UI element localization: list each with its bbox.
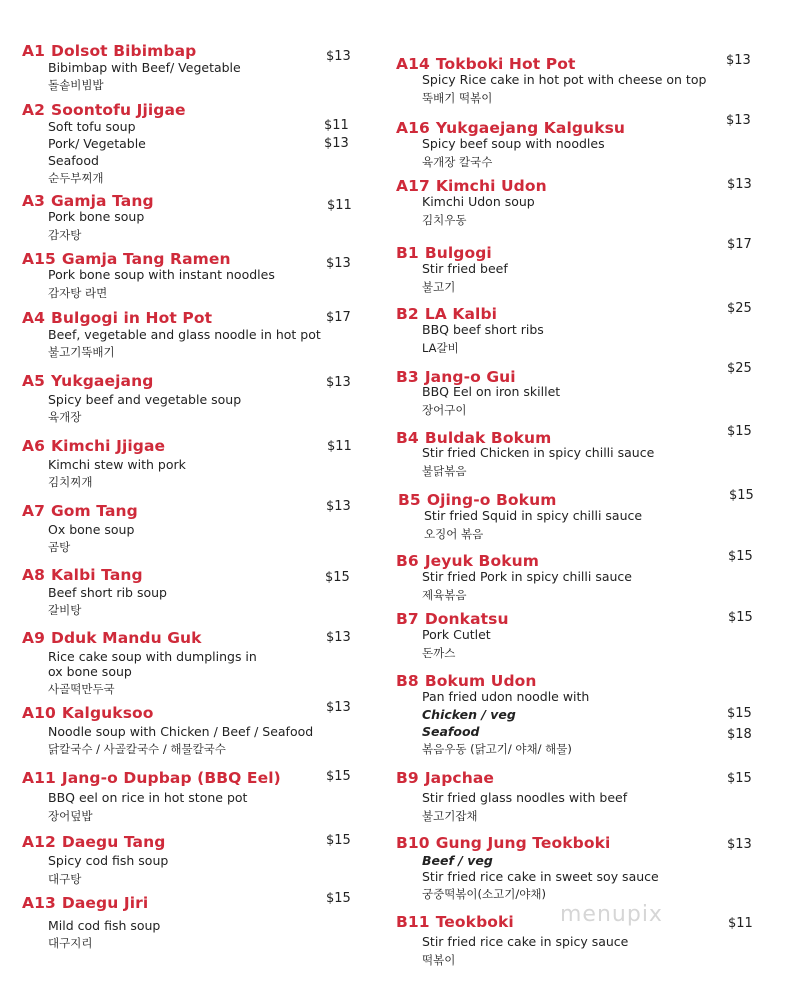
item-name: Japchae	[424, 769, 495, 787]
item-korean-name: 불고기	[422, 280, 456, 294]
item-name: Kalguksoo	[61, 704, 154, 722]
item-price: $13	[726, 53, 751, 68]
item-price: $13	[727, 177, 752, 192]
item-price: $15	[727, 706, 752, 721]
item-description: Stir fried rice cake in sweet soy sauce	[422, 869, 659, 884]
item-korean-name: 돌솥비빔밥	[48, 78, 104, 92]
item-korean-name: 순두부찌개	[48, 171, 104, 185]
item-korean-name: 김치찌개	[48, 475, 93, 489]
item-description: Mild cod fish soup	[48, 918, 161, 933]
item-name: Dolsot Bibimbap	[50, 42, 197, 60]
item-name: Dduk Mandu Guk	[50, 629, 202, 647]
item-code: A7	[22, 502, 45, 520]
item-korean-name: 육개장	[48, 410, 82, 424]
item-description: Beef / veg	[422, 853, 493, 868]
item-price: $15	[728, 549, 753, 564]
menu-item-title	[396, 552, 539, 570]
item-name: Soontofu Jjigae	[50, 101, 186, 119]
item-name: Buldak Bokum	[424, 429, 552, 447]
item-description: BBQ Eel on iron skillet	[422, 384, 561, 399]
item-code: A5	[22, 372, 45, 390]
item-korean-name: 곰탕	[48, 540, 71, 554]
menu-item-title	[22, 192, 154, 210]
item-korean-name: 감자탕 라면	[48, 286, 108, 300]
item-name: Donkatsu	[424, 610, 509, 628]
item-name: Daegu Tang	[61, 833, 166, 851]
item-name: Ojing-o Bokum	[426, 491, 557, 509]
menu-item-title	[396, 913, 514, 931]
item-name: LA Kalbi	[424, 305, 498, 323]
item-description: Pork/ Vegetable	[48, 136, 146, 151]
item-name: Bokum Udon	[424, 672, 537, 690]
item-name: Kimchi Jjigae	[50, 437, 166, 455]
item-name: Jang-o Dupbap (BBQ Eel)	[61, 769, 281, 787]
item-price: $15	[326, 891, 351, 906]
item-name: Yukgaejang	[50, 372, 154, 390]
item-description: Seafood	[422, 724, 480, 739]
menu-item-title	[22, 250, 231, 268]
item-korean-name: 대구탕	[48, 872, 82, 886]
item-name: Bulgogi	[424, 244, 492, 262]
item-korean-name: 뚝배기 떡볶이	[422, 91, 493, 105]
item-price: $13	[726, 113, 751, 128]
item-description: Stir fried rice cake in spicy sauce	[422, 934, 629, 949]
item-description: Beef, vegetable and glass noodle in hot pot	[48, 327, 321, 342]
menu-item-title	[396, 610, 509, 628]
item-description: Spicy Rice cake in hot pot with cheese on top	[422, 72, 707, 87]
item-price: $13	[326, 49, 351, 64]
item-korean-name: 궁중떡볶이(소고기/야채)	[422, 887, 546, 901]
item-code: B5	[398, 491, 421, 509]
menu-item-title	[396, 834, 610, 852]
menu-item-title	[22, 309, 212, 327]
item-code: A6	[22, 437, 45, 455]
item-name: Gung Jung Teokboki	[435, 834, 611, 852]
item-code: A9	[22, 629, 45, 647]
item-code: B11	[396, 913, 430, 931]
item-korean-name: 김치우동	[422, 213, 467, 227]
item-description: Stir fried Chicken in spicy chilli sauce	[422, 445, 655, 460]
item-description: BBQ eel on rice in hot stone pot	[48, 790, 248, 805]
item-code: B1	[396, 244, 419, 262]
item-code: B2	[396, 305, 419, 323]
item-korean-name: 돈까스	[422, 646, 456, 660]
item-korean-name: 장어구이	[422, 403, 467, 417]
item-name: Gom Tang	[50, 502, 138, 520]
item-description: Ox bone soup	[48, 522, 135, 537]
item-korean-name: 오징어 볶음	[424, 527, 484, 541]
item-code: A15	[22, 250, 56, 268]
item-korean-name: 육개장 칼국수	[422, 155, 493, 169]
menupix-watermark: menupix	[560, 902, 663, 927]
item-name: Kalbi Tang	[50, 566, 143, 584]
item-korean-name: 대구지리	[48, 936, 93, 950]
item-description: BBQ beef short ribs	[422, 322, 544, 337]
item-korean-name: 사골떡만두국	[48, 682, 115, 696]
item-description: Stir fried beef	[422, 261, 508, 276]
item-description: Pork bone soup	[48, 209, 145, 224]
menu-item-title	[22, 833, 165, 851]
item-description: Beef short rib soup	[48, 585, 167, 600]
item-code: B7	[396, 610, 419, 628]
item-code: B9	[396, 769, 419, 787]
item-code: A16	[396, 119, 430, 137]
item-korean-name: LA갈비	[422, 341, 459, 355]
item-code: A14	[396, 55, 430, 73]
item-price: $17	[727, 237, 752, 252]
item-description: Stir fried Pork in spicy chilli sauce	[422, 569, 632, 584]
item-price: $15	[325, 570, 350, 585]
item-price: $17	[326, 310, 351, 325]
item-description: Stir fried Squid in spicy chilli sauce	[424, 508, 643, 523]
item-code: A4	[22, 309, 45, 327]
item-price: $15	[728, 610, 753, 625]
menu-item-title	[396, 244, 492, 262]
item-price: $15	[326, 769, 351, 784]
item-korean-name: 볶음우동 (닭고기/ 야채/ 해물)	[422, 742, 572, 756]
menu-item-title	[396, 672, 537, 690]
item-code: A1	[22, 42, 45, 60]
menu-item-title	[22, 629, 202, 647]
item-name: Tokboki Hot Pot	[435, 55, 576, 73]
item-description: Rice cake soup with dumplings in	[48, 649, 257, 664]
menu-item-title	[396, 119, 625, 137]
item-description: Spicy beef soup with noodles	[422, 136, 605, 151]
item-description: Noodle soup with Chicken / Beef / Seafood	[48, 724, 314, 739]
item-description: Kimchi stew with pork	[48, 457, 186, 472]
item-korean-name: 제육볶음	[422, 588, 467, 602]
item-price: $15	[727, 771, 752, 786]
item-code: A10	[22, 704, 56, 722]
item-price: $11	[728, 916, 753, 931]
item-price: $25	[727, 361, 752, 376]
item-korean-name: 불닭볶음	[422, 464, 467, 478]
item-korean-name: 불고기잡채	[422, 809, 478, 823]
item-korean-name: 떡볶이	[422, 953, 456, 967]
item-code: A2	[22, 101, 45, 119]
menu-item-title	[396, 769, 494, 787]
item-name: Daegu Jiri	[61, 894, 149, 912]
item-name: Yukgaejang Kalguksu	[435, 119, 626, 137]
item-code: A17	[396, 177, 430, 195]
menu-item-title	[22, 502, 138, 520]
item-price: $15	[727, 424, 752, 439]
item-korean-name: 갈비탕	[48, 603, 82, 617]
item-code: A13	[22, 894, 56, 912]
item-description: Spicy cod fish soup	[48, 853, 169, 868]
item-description: Pan fried udon noodle with	[422, 689, 590, 704]
item-price: $11	[327, 198, 352, 213]
menu-item-title	[398, 491, 556, 509]
item-price: $13	[324, 136, 349, 151]
item-code: A3	[22, 192, 45, 210]
item-code: A8	[22, 566, 45, 584]
item-price: $15	[729, 488, 754, 503]
menu-item-title	[396, 305, 497, 323]
item-name: Teokboki	[435, 913, 514, 931]
item-code: B3	[396, 368, 419, 386]
menu-item-title	[22, 101, 186, 119]
item-name: Gamja Tang Ramen	[61, 250, 231, 268]
item-price: $13	[326, 630, 351, 645]
item-price: $13	[326, 375, 351, 390]
item-price: $13	[326, 256, 351, 271]
menu-item-title	[22, 769, 281, 787]
item-price: $11	[324, 118, 349, 133]
item-code: B4	[396, 429, 419, 447]
item-description: Seafood	[48, 153, 99, 168]
item-name: Kimchi Udon	[435, 177, 547, 195]
item-name: Gamja Tang	[50, 192, 154, 210]
item-code: A11	[22, 769, 56, 787]
menu-item-title	[22, 437, 165, 455]
menu-item-title	[396, 177, 547, 195]
menu-item-title	[396, 55, 575, 73]
menu-item-title	[22, 42, 196, 60]
item-description: Bibimbap with Beef/ Vegetable	[48, 60, 241, 75]
item-code: B6	[396, 552, 419, 570]
item-code: B10	[396, 834, 430, 852]
item-price: $13	[326, 700, 351, 715]
item-description: Pork Cutlet	[422, 627, 491, 642]
item-price: $15	[326, 833, 351, 848]
item-code: A12	[22, 833, 56, 851]
item-korean-name: 닭칼국수 / 사골칼국수 / 해물칼국수	[48, 742, 226, 756]
item-description: ox bone soup	[48, 664, 132, 679]
item-korean-name: 불고기뚝배기	[48, 345, 115, 359]
menu-item-title	[22, 372, 153, 390]
item-name: Jang-o Gui	[424, 368, 516, 386]
item-description: Spicy beef and vegetable soup	[48, 392, 242, 407]
menu-item-title	[22, 566, 143, 584]
item-korean-name: 장어덮밥	[48, 809, 93, 823]
item-price: $13	[727, 837, 752, 852]
item-price: $18	[727, 727, 752, 742]
item-name: Bulgogi in Hot Pot	[50, 309, 213, 327]
item-description: Soft tofu soup	[48, 119, 136, 134]
item-price: $13	[326, 499, 351, 514]
item-name: Jeyuk Bokum	[424, 552, 539, 570]
menu-item-title	[22, 894, 148, 912]
item-code: B8	[396, 672, 419, 690]
menu-item-title	[22, 704, 154, 722]
item-korean-name: 감자탕	[48, 228, 82, 242]
item-price: $25	[727, 301, 752, 316]
item-description: Chicken / veg	[422, 707, 516, 722]
item-price: $11	[327, 439, 352, 454]
item-description: Pork bone soup with instant noodles	[48, 267, 275, 282]
item-description: Stir fried glass noodles with beef	[422, 790, 628, 805]
item-description: Kimchi Udon soup	[422, 194, 535, 209]
